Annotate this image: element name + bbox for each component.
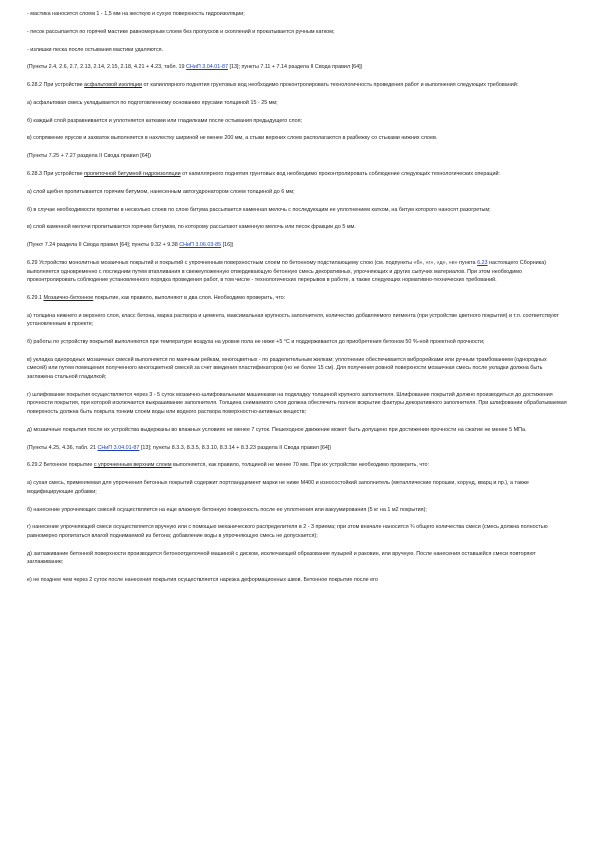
paragraph-text: 6.29.2 Бетонное покрытие [27, 462, 94, 469]
document-page [27, 10, 567, 594]
paragraph [27, 63, 567, 72]
paragraph [27, 81, 567, 90]
paragraph [27, 550, 567, 567]
paragraph-text: - песок рассыпается по горячей мастике равномерным слоем без пропусков и скоплений и прокатывается ручным катком; [27, 28, 335, 35]
paragraph-text: д) заглаживание бетонной поверхности производится бетоноотделочной машиной с диском, исключающей образование пузырей и раковин, или вручную. После нанесения оставшейся смеси повторяют заглаживание; [27, 550, 536, 566]
paragraph [27, 206, 567, 215]
paragraph [27, 426, 567, 435]
paragraph-text: а) слой щебня пропитывается горячим битумом, нанесенным автогудронатором слоем толщиной до 6 мм; [27, 188, 295, 195]
paragraph-text: (Пункты 2.4, 2.6, 2.7, 2.13, 2.14, 2.15, 2.18, 4.21 + 4.23, табл. 19 [27, 64, 187, 71]
paragraph-text: б) работы по устройству покрытий выполняются при температуре воздуха на уровне пола не ниже +5 °С и поддерживается до приобретения бетоном 50 %-ной проектной прочности; [27, 339, 485, 346]
paragraph [27, 312, 567, 329]
paragraph-text: от капиллярного поднятия грунтовых вод необходимо проконтролировать технологичность проведения работ и выполнения следующих требований: [142, 82, 519, 89]
paragraph-text: в) сопряжение ярусов и захваток выполняется в нахлестку шириной не менее 200 мм, а стыки верхних слоев располагаются в разбежку со стыками нижних слоев. [27, 135, 438, 142]
paragraph-text: 6.29.1 [27, 294, 44, 301]
document-reference-link[interactable]: СНиП 3.04.01-87 [97, 444, 140, 451]
paragraph-text: в) укладка однородных мозаичных смесей выполняется по маячным рейкам, многоцветных - по разделительным жилкам; уплотнение обеспечивается виброрейками или ручным трамбованием (однородных смесей) или путем помещения полученного многоцветной смесей за счет введения пластификаторов (но не более 15 см). Для получения ровной поверхности мозаичная смесь после укладки должна быть заглажена стальной гладилкой; [27, 356, 547, 381]
paragraph-text: [13]; пункты 7.11 + 7.14 раздела II Свода правил [64]) [227, 64, 363, 71]
paragraph-text: (Пункты 7.25 + 7.27 раздела II Свода правил [64]) [27, 153, 152, 160]
paragraph-text: (Пункт 7.24 раздела II Свода правил [64]; пункты 9.32 + 9.38 [27, 242, 180, 249]
paragraph [27, 338, 567, 347]
paragraph-text: 6.29 Устройство монолитных мозаичных покрытий и покрытий с упрочненным поверхностным слоем по бетонному подстилающему слою (см. подпункты «б», «г», «д», «е» пункта [27, 259, 478, 266]
document-reference-link[interactable]: СНиП 3.04.01-87 [186, 64, 228, 71]
paragraph-text: б) в случае необходимости пропитки в несколько слоев по слою битума рассыпается каменная мелочь с последующим ее уплотнением катком, на битум которого наносят разогретым; [27, 206, 491, 213]
paragraph-text: - мастика наносится слоем 1 - 1,5 мм на жесткую и сухую поверхность гидроизоляции; [27, 11, 245, 17]
paragraph-text: б) нанесение упрочняющих смесей осуществляется на еще влажную бетонную поверхность после ее уплотнения или вакуумирования (5 кг на 1 м2 покрытия); [27, 506, 427, 513]
underlined-term: с упрочненным верхним слоем [93, 462, 172, 469]
paragraph [27, 479, 567, 496]
paragraph [27, 28, 567, 37]
underlined-term: асфальтовой изоляции [84, 82, 142, 89]
paragraph [27, 117, 567, 126]
underlined-term: Мозаично-бетонное [43, 294, 94, 301]
paragraph [27, 10, 567, 19]
paragraph [27, 444, 567, 453]
paragraph [27, 152, 567, 161]
paragraph-text: а) толщина нижнего и верхнего слоя, класс бетона, марка раствора и цемента, максимальная крупность заполнителя, количество добавляемого пигмента (при устройстве цветного покрытия) и т.п. соответствуют установленным в проекте; [27, 312, 559, 328]
document-reference-link[interactable]: 6.23 [477, 259, 488, 266]
paragraph-text: д) мозаичные покрытия после их устройства выдержаны во влажных условиях не менее 7 суток. Пешеходное движение может быть допущено при достижении прочности на сжатие не менее 5 МПа. [27, 426, 527, 433]
paragraph [27, 99, 567, 108]
paragraph [27, 134, 567, 143]
paragraph-text: 6.28.3 При устройстве [27, 171, 85, 178]
paragraph [27, 294, 567, 303]
paragraph [27, 506, 567, 515]
paragraph [27, 170, 567, 179]
paragraph [27, 391, 567, 417]
paragraph [27, 523, 567, 540]
paragraph-text: (Пункты 4.25, 4.36, табл. 21 [27, 444, 98, 451]
paragraph-text: г) шлифование покрытия осуществляется через 3 - 5 суток мозаично-шлифовальными машинками на подкладку толщиной крупного заполнителя. Шлифование покрытий должно производиться до достижения прочности покрытия, при которой исключается выкрашивание заполнителя. Толщина снимаемого слоя должна обеспечить полное вскрытие фактуры декоративного заполнителя. При шлифовании обрабатываемая поверхность должна быть покрыта тонким слоем воды или водного раствора поверхностно-активных веществ; [27, 391, 567, 415]
paragraph [27, 188, 567, 197]
paragraph-text: от капиллярного поднятия грунтовых вод необходимо проконтролировать соблюдение следующих технологических операций: [180, 171, 501, 178]
paragraph [27, 241, 567, 250]
paragraph-text: выполняется, как правило, толщиной не менее 70 мм. При их устройстве необходимо проверить, что: [171, 462, 430, 469]
paragraph [27, 223, 567, 232]
paragraph [27, 356, 567, 382]
paragraph-text: покрытие, как правило, выполняют в два слоя. Необходимо проверить, что: [93, 294, 286, 301]
paragraph-text: а) асфальтовая смесь укладывается по подготовленному основанию ярусами толщиной 15 - 25 мм; [27, 99, 278, 106]
paragraph-text: настоящего Сборника) выполняется одновременно с последним путем втапливания в свежеуложенную отвердевающую бетонную смесь декоративных, упрочняющих и других сыпучих материалов. При этом необходимо проконтролировать соблюдение установленного порядка проведения работ, в том числе - технологических перерывов в работе, а также следующих нормативно-технических требований. [27, 259, 547, 284]
paragraph-text: а) сухая смесь, применяемая для упрочнения бетонных покрытий содержит портландцемент марки не ниже М400 и износостойкий заполнитель (металлические порошки, корунд, кварц и пр.), а также модифицирующие добавки; [27, 480, 529, 495]
paragraph-text: - излишки песка после остывания мастики удаляются. [27, 46, 164, 53]
paragraph-text: 6.28.2 При устройстве [27, 82, 85, 89]
paragraph-text: [13]; пункты 8.3.3, 8.3.5, 8.3.10, 8.3.14 + 8.3.23 раздела II Свода правил [64]) [139, 444, 332, 451]
paragraph-text: е) не позднее чем через 2 суток после нанесения покрытия осуществляется нарезка деформационных швов. Бетонное покрытие после его [27, 577, 378, 584]
paragraph [27, 461, 567, 470]
paragraph [27, 46, 567, 55]
paragraph-text: б) каждый слой разравнивается и уплотняется катками или гладилками после остывания предыдущего слоя; [27, 117, 303, 124]
paragraph [27, 576, 567, 585]
underlined-term: пропиточной битумной гидроизоляции [84, 171, 181, 178]
paragraph-text: в) слой каменной мелочи пропитывается горячим битумом, по которому рассыпают каменную мелочь или песок фракции до 5 мм. [27, 224, 356, 231]
document-reference-link[interactable]: СНиП 3.06.03-85 [179, 242, 222, 249]
paragraph [27, 259, 567, 285]
paragraph-text: [16]) [221, 242, 234, 249]
paragraph-text: г) нанесение упрочняющей смеси осуществляется вручную или с помощью механического распределителя в 2 - 3 приема; при этом вначале наносится ¾ общего количества смеси (смесь должна полностью равномерно пропитаться влагой поднимаемой из бетона; добавление воды в упрочняющую смесь не допускается); [27, 524, 548, 539]
